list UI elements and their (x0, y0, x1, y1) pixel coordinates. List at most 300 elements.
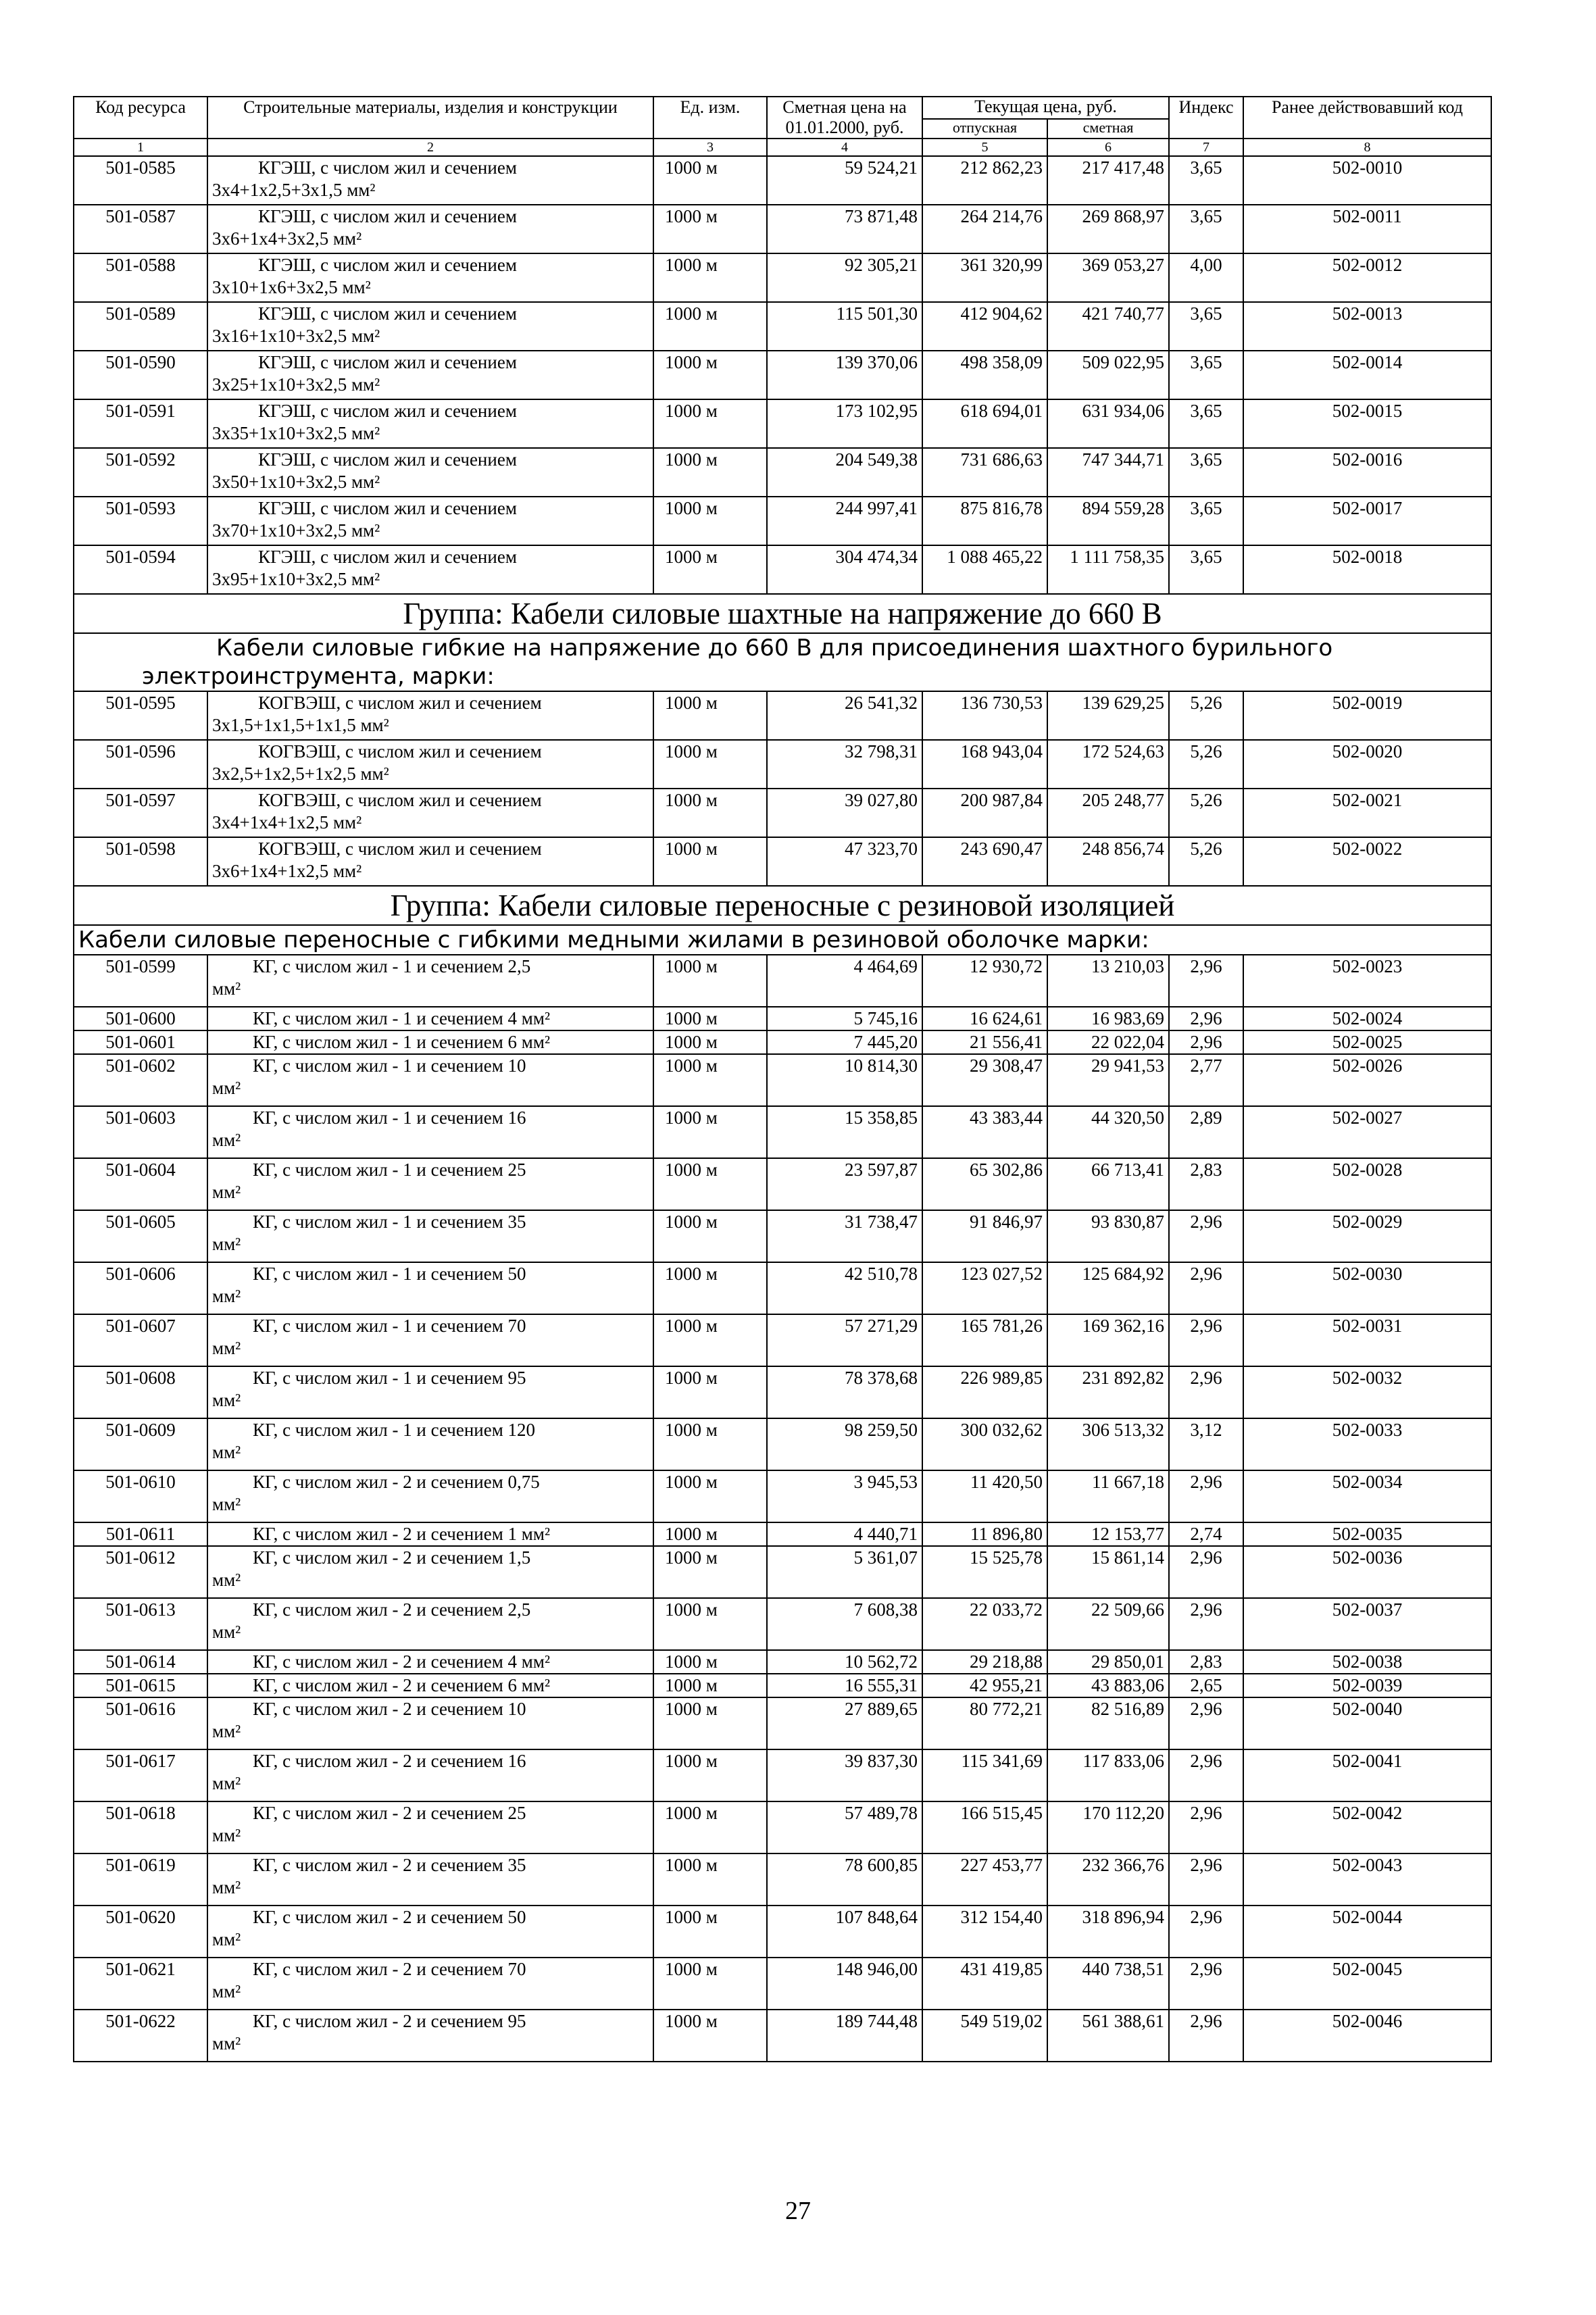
table-row (74, 156, 1491, 205)
subtitle-line: Кабели силовые переносные с гибкими медными жилами в резиновой оболочке марки: (78, 926, 1149, 953)
estimate-price: 82 516,89 (1047, 1697, 1169, 1749)
group-title-row (74, 886, 1491, 925)
unit: 1000 м (653, 448, 767, 497)
unit: 1000 м (653, 1546, 767, 1598)
table-row (74, 302, 1491, 351)
material-name-line: КОГВЭШ, с числом жил и сечением (258, 839, 542, 859)
material-name-line: КГЭШ, с числом жил и сечением (258, 498, 517, 518)
resource-code: 501-0616 (74, 1697, 207, 1749)
material-name (207, 691, 653, 740)
estimate-price: 1 111 758,35 (1047, 545, 1169, 594)
resource-code: 501-0614 (74, 1650, 207, 1674)
material-name-line: КГ, с числом жил - 1 и сечением 16 (253, 1107, 526, 1128)
release-price: 11 896,80 (922, 1522, 1047, 1546)
material-name (207, 789, 653, 837)
material-name (207, 1650, 653, 1674)
material-name-line: КГ, с числом жил - 2 и сечением 16 (253, 1751, 526, 1771)
unit: 1000 м (653, 351, 767, 399)
price-2000: 204 549,38 (767, 448, 922, 497)
price-index: 3,65 (1169, 399, 1243, 448)
estimate-price: 93 830,87 (1047, 1210, 1169, 1262)
table-row (74, 2010, 1491, 2062)
material-section-line: мм² (212, 1182, 241, 1202)
price-index: 2,96 (1169, 1546, 1243, 1598)
release-price: 498 358,09 (922, 351, 1047, 399)
material-section-line: 3х95+1х10+3х2,5 мм² (212, 569, 380, 589)
price-index: 2,89 (1169, 1106, 1243, 1158)
table-row (74, 1314, 1491, 1366)
price-index: 2,83 (1169, 1158, 1243, 1210)
estimate-price: 631 934,06 (1047, 399, 1169, 448)
release-price: 264 214,76 (922, 205, 1047, 253)
unit: 1000 м (653, 955, 767, 1007)
table-row (74, 1546, 1491, 1598)
unit: 1000 м (653, 1106, 767, 1158)
table-row (74, 1674, 1491, 1697)
resource-code: 501-0590 (74, 351, 207, 399)
unit: 1000 м (653, 1522, 767, 1546)
resource-code: 501-0587 (74, 205, 207, 253)
previous-code: 502-0046 (1243, 2010, 1491, 2062)
page-number: 27 (785, 2197, 811, 2225)
price-2000: 23 597,87 (767, 1158, 922, 1210)
table-row (74, 837, 1491, 886)
table-row (74, 1906, 1491, 1958)
unit: 1000 м (653, 1314, 767, 1366)
table-row (74, 1210, 1491, 1262)
price-2000: 47 323,70 (767, 837, 922, 886)
material-name-line: КГ, с числом жил - 1 и сечением 4 мм² (253, 1008, 551, 1028)
price-2000: 15 358,85 (767, 1106, 922, 1158)
unit: 1000 м (653, 1158, 767, 1210)
price-2000: 39 027,80 (767, 789, 922, 837)
price-index: 3,65 (1169, 545, 1243, 594)
table-row (74, 1749, 1491, 1801)
material-name-line: КОГВЭШ, с числом жил и сечением (258, 741, 542, 762)
resource-code: 501-0610 (74, 1470, 207, 1522)
price-2000: 78 378,68 (767, 1366, 922, 1418)
material-name-line: КГЭШ, с числом жил и сечением (258, 206, 517, 226)
group-title: Группа: Кабели силовые шахтные на напряжение до 660 В (74, 594, 1491, 633)
price-2000: 32 798,31 (767, 740, 922, 789)
unit: 1000 м (653, 1210, 767, 1262)
price-index: 2,96 (1169, 1007, 1243, 1030)
material-name-line: КГ, с числом жил - 2 и сечением 25 (253, 1803, 526, 1823)
unit: 1000 м (653, 1749, 767, 1801)
resource-code: 501-0621 (74, 1958, 207, 2010)
material-name-line: КГ, с числом жил - 2 и сечением 4 мм² (253, 1651, 551, 1672)
previous-code: 502-0033 (1243, 1418, 1491, 1470)
material-name (207, 302, 653, 351)
price-index: 3,65 (1169, 497, 1243, 545)
material-name-line: КГ, с числом жил - 1 и сечением 35 (253, 1212, 526, 1232)
price-2000: 31 738,47 (767, 1210, 922, 1262)
material-name (207, 1210, 653, 1262)
price-2000: 148 946,00 (767, 1958, 922, 2010)
price-2000: 26 541,32 (767, 691, 922, 740)
material-section-line: мм² (212, 1442, 241, 1462)
unit: 1000 м (653, 545, 767, 594)
material-name (207, 1598, 653, 1650)
previous-code: 502-0045 (1243, 1958, 1491, 2010)
release-price: 200 987,84 (922, 789, 1047, 837)
unit: 1000 м (653, 2010, 767, 2062)
unit: 1000 м (653, 1262, 767, 1314)
estimate-price: 15 861,14 (1047, 1546, 1169, 1598)
material-name (207, 351, 653, 399)
resource-code: 501-0601 (74, 1030, 207, 1054)
estimate-price: 11 667,18 (1047, 1470, 1169, 1522)
resource-code: 501-0591 (74, 399, 207, 448)
material-name-line: КГ, с числом жил - 1 и сечением 2,5 (253, 956, 531, 976)
estimate-price: 318 896,94 (1047, 1906, 1169, 1958)
release-price: 166 515,45 (922, 1801, 1047, 1853)
material-name-line: КГ, с числом жил - 2 и сечением 6 мм² (253, 1675, 551, 1695)
price-2000: 39 837,30 (767, 1749, 922, 1801)
price-index: 2,96 (1169, 1030, 1243, 1054)
material-name-line: КГ, с числом жил - 1 и сечением 6 мм² (253, 1032, 551, 1052)
unit: 1000 м (653, 837, 767, 886)
column-number: 4 (767, 139, 922, 156)
previous-code: 502-0026 (1243, 1054, 1491, 1106)
price-index: 2,96 (1169, 1598, 1243, 1650)
material-name-line: КГ, с числом жил - 2 и сечением 35 (253, 1855, 526, 1875)
material-name (207, 837, 653, 886)
price-index: 2,96 (1169, 1958, 1243, 2010)
table-row (74, 1853, 1491, 1906)
table-row (74, 1598, 1491, 1650)
release-price: 243 690,47 (922, 837, 1047, 886)
header-unit: Ед. изм. (653, 97, 767, 139)
price-2000: 59 524,21 (767, 156, 922, 205)
price-index: 5,26 (1169, 691, 1243, 740)
material-name (207, 205, 653, 253)
release-price: 15 525,78 (922, 1546, 1047, 1598)
resource-code: 501-0599 (74, 955, 207, 1007)
material-name (207, 1366, 653, 1418)
resource-code: 501-0605 (74, 1210, 207, 1262)
table-row (74, 1522, 1491, 1546)
material-section-line: 3х50+1х10+3х2,5 мм² (212, 472, 380, 492)
price-2000: 4 440,71 (767, 1522, 922, 1546)
previous-code: 502-0036 (1243, 1546, 1491, 1598)
material-section-line: 3х16+1х10+3х2,5 мм² (212, 326, 380, 346)
release-price: 65 302,86 (922, 1158, 1047, 1210)
release-price: 875 816,78 (922, 497, 1047, 545)
resource-code: 501-0588 (74, 253, 207, 302)
release-price: 1 088 465,22 (922, 545, 1047, 594)
price-2000: 10 814,30 (767, 1054, 922, 1106)
previous-code: 502-0023 (1243, 955, 1491, 1007)
price-index: 3,65 (1169, 156, 1243, 205)
previous-code: 502-0021 (1243, 789, 1491, 837)
material-section-line: мм² (212, 1286, 241, 1306)
resource-code: 501-0595 (74, 691, 207, 740)
previous-code: 502-0024 (1243, 1007, 1491, 1030)
price-2000: 5 361,07 (767, 1546, 922, 1598)
material-section-line: 3х2,5+1х2,5+1х2,5 мм² (212, 764, 389, 784)
material-name (207, 448, 653, 497)
material-name-line: КГ, с числом жил - 2 и сечением 95 (253, 2011, 526, 2031)
estimate-price: 12 153,77 (1047, 1522, 1169, 1546)
unit: 1000 м (653, 497, 767, 545)
material-section-line: мм² (212, 1570, 241, 1590)
material-section-line: мм² (212, 1929, 241, 1949)
estimate-price: 16 983,69 (1047, 1007, 1169, 1030)
price-2000: 107 848,64 (767, 1906, 922, 1958)
unit: 1000 м (653, 1366, 767, 1418)
price-2000: 139 370,06 (767, 351, 922, 399)
table-row (74, 497, 1491, 545)
material-name-line: КГ, с числом жил - 1 и сечением 50 (253, 1264, 526, 1284)
price-2000: 57 271,29 (767, 1314, 922, 1366)
unit: 1000 м (653, 399, 767, 448)
release-price: 11 420,50 (922, 1470, 1047, 1522)
material-name-line: КГЭШ, с числом жил и сечением (258, 303, 517, 324)
previous-code: 502-0038 (1243, 1650, 1491, 1674)
estimate-price: 306 513,32 (1047, 1418, 1169, 1470)
table-row (74, 448, 1491, 497)
header-row (74, 97, 1491, 119)
release-price: 312 154,40 (922, 1906, 1047, 1958)
release-price: 731 686,63 (922, 448, 1047, 497)
unit: 1000 м (653, 1906, 767, 1958)
price-2000: 10 562,72 (767, 1650, 922, 1674)
release-price: 431 419,85 (922, 1958, 1047, 2010)
price-2000: 73 871,48 (767, 205, 922, 253)
previous-code: 502-0030 (1243, 1262, 1491, 1314)
price-index: 3,65 (1169, 205, 1243, 253)
previous-code: 502-0019 (1243, 691, 1491, 740)
price-index: 2,96 (1169, 1366, 1243, 1418)
previous-code: 502-0013 (1243, 302, 1491, 351)
estimate-price: 125 684,92 (1047, 1262, 1169, 1314)
release-price: 300 032,62 (922, 1418, 1047, 1470)
price-2000: 57 489,78 (767, 1801, 922, 1853)
resource-code: 501-0604 (74, 1158, 207, 1210)
table-row (74, 1158, 1491, 1210)
price-2000: 42 510,78 (767, 1262, 922, 1314)
material-name (207, 1546, 653, 1598)
material-section-line: мм² (212, 1390, 241, 1410)
previous-code: 502-0022 (1243, 837, 1491, 886)
material-name (207, 1674, 653, 1697)
header-index: Индекс (1169, 97, 1243, 139)
material-name-line: КОГВЭШ, с числом жил и сечением (258, 693, 542, 713)
table-row (74, 691, 1491, 740)
price-index: 5,26 (1169, 789, 1243, 837)
price-2000: 244 997,41 (767, 497, 922, 545)
previous-code: 502-0027 (1243, 1106, 1491, 1158)
price-index: 3,65 (1169, 351, 1243, 399)
resource-code: 501-0617 (74, 1749, 207, 1801)
estimate-price: 561 388,61 (1047, 2010, 1169, 2062)
price-index: 2,74 (1169, 1522, 1243, 1546)
price-2000: 304 474,34 (767, 545, 922, 594)
resource-code: 501-0622 (74, 2010, 207, 2062)
price-index: 5,26 (1169, 740, 1243, 789)
header-code: Код ресурса (74, 97, 207, 139)
price-table (73, 96, 1492, 2062)
material-section-line: мм² (212, 1078, 241, 1098)
unit: 1000 м (653, 1007, 767, 1030)
material-section-line: мм² (212, 1494, 241, 1514)
resource-code: 501-0602 (74, 1054, 207, 1106)
resource-code: 501-0608 (74, 1366, 207, 1418)
unit: 1000 м (653, 789, 767, 837)
material-name-line: КОГВЭШ, с числом жил и сечением (258, 790, 542, 810)
previous-code: 502-0015 (1243, 399, 1491, 448)
resource-code: 501-0592 (74, 448, 207, 497)
estimate-price: 44 320,50 (1047, 1106, 1169, 1158)
price-2000: 92 305,21 (767, 253, 922, 302)
release-price: 618 694,01 (922, 399, 1047, 448)
group-title-row (74, 594, 1491, 633)
material-name-line: КГ, с числом жил - 2 и сечением 70 (253, 1959, 526, 1979)
price-index: 2,96 (1169, 1697, 1243, 1749)
material-section-line: мм² (212, 1877, 241, 1897)
estimate-price: 231 892,82 (1047, 1366, 1169, 1418)
release-price: 21 556,41 (922, 1030, 1047, 1054)
price-2000: 98 259,50 (767, 1418, 922, 1470)
price-2000: 16 555,31 (767, 1674, 922, 1697)
table-row (74, 1650, 1491, 1674)
column-number: 6 (1047, 139, 1169, 156)
material-name (207, 2010, 653, 2062)
resource-code: 501-0615 (74, 1674, 207, 1697)
subtitle-row (74, 925, 1491, 955)
release-price: 412 904,62 (922, 302, 1047, 351)
price-index: 2,77 (1169, 1054, 1243, 1106)
table-row (74, 1106, 1491, 1158)
release-price: 12 930,72 (922, 955, 1047, 1007)
price-2000: 7 608,38 (767, 1598, 922, 1650)
release-price: 361 320,99 (922, 253, 1047, 302)
material-name (207, 740, 653, 789)
table-row (74, 740, 1491, 789)
table-row (74, 1418, 1491, 1470)
release-price: 22 033,72 (922, 1598, 1047, 1650)
price-index: 5,26 (1169, 837, 1243, 886)
estimate-price: 43 883,06 (1047, 1674, 1169, 1697)
resource-code: 501-0585 (74, 156, 207, 205)
material-section-line: мм² (212, 1622, 241, 1642)
material-section-line: 3х35+1х10+3х2,5 мм² (212, 423, 380, 443)
estimate-price: 29 850,01 (1047, 1650, 1169, 1674)
price-index: 2,96 (1169, 1314, 1243, 1366)
table-row (74, 1697, 1491, 1749)
resource-code: 501-0593 (74, 497, 207, 545)
previous-code: 502-0037 (1243, 1598, 1491, 1650)
material-name-line: КГ, с числом жил - 2 и сечением 0,75 (253, 1472, 540, 1492)
resource-code: 501-0618 (74, 1801, 207, 1853)
header-current-price: Текущая цена, руб. (922, 97, 1169, 119)
material-name-line: КГ, с числом жил - 1 и сечением 10 (253, 1055, 526, 1076)
previous-code: 502-0044 (1243, 1906, 1491, 1958)
column-number-row (74, 139, 1491, 156)
table-row (74, 351, 1491, 399)
material-name-line: КГЭШ, с числом жил и сечением (258, 255, 517, 275)
resource-code: 501-0589 (74, 302, 207, 351)
material-name-line: КГ, с числом жил - 1 и сечением 25 (253, 1160, 526, 1180)
resource-code: 501-0609 (74, 1418, 207, 1470)
unit: 1000 м (653, 1674, 767, 1697)
material-name-line: КГ, с числом жил - 2 и сечением 50 (253, 1907, 526, 1927)
resource-code: 501-0611 (74, 1522, 207, 1546)
price-index: 2,96 (1169, 1801, 1243, 1853)
material-name (207, 545, 653, 594)
previous-code: 502-0016 (1243, 448, 1491, 497)
material-section-line: мм² (212, 2033, 241, 2053)
header-estimate-price: Сметная цена на 01.01.2000, руб. (767, 97, 922, 139)
material-name (207, 1749, 653, 1801)
estimate-price: 248 856,74 (1047, 837, 1169, 886)
unit: 1000 м (653, 1853, 767, 1906)
header-release: отпускная (922, 119, 1047, 139)
unit: 1000 м (653, 1697, 767, 1749)
previous-code: 502-0025 (1243, 1030, 1491, 1054)
estimate-price: 894 559,28 (1047, 497, 1169, 545)
resource-code: 501-0607 (74, 1314, 207, 1366)
material-name (207, 1030, 653, 1054)
estimate-price: 172 524,63 (1047, 740, 1169, 789)
previous-code: 502-0020 (1243, 740, 1491, 789)
material-name-line: КГЭШ, с числом жил и сечением (258, 352, 517, 372)
resource-code: 501-0600 (74, 1007, 207, 1030)
material-name (207, 1007, 653, 1030)
previous-code: 502-0042 (1243, 1801, 1491, 1853)
price-index: 2,96 (1169, 2010, 1243, 2062)
material-name-line: КГЭШ, с числом жил и сечением (258, 449, 517, 470)
resource-code: 501-0596 (74, 740, 207, 789)
unit: 1000 м (653, 205, 767, 253)
material-section-line: 3х10+1х6+3х2,5 мм² (212, 277, 371, 297)
estimate-price: 139 629,25 (1047, 691, 1169, 740)
material-name (207, 1470, 653, 1522)
price-2000: 115 501,30 (767, 302, 922, 351)
unit: 1000 м (653, 1418, 767, 1470)
material-section-line: мм² (212, 1234, 241, 1254)
unit: 1000 м (653, 1958, 767, 2010)
table-row (74, 1366, 1491, 1418)
estimate-price: 509 022,95 (1047, 351, 1169, 399)
material-name (207, 497, 653, 545)
resource-code: 501-0612 (74, 1546, 207, 1598)
material-name (207, 1958, 653, 2010)
previous-code: 502-0034 (1243, 1470, 1491, 1522)
resource-code: 501-0620 (74, 1906, 207, 1958)
table-body (74, 156, 1491, 2062)
price-2000: 189 744,48 (767, 2010, 922, 2062)
estimate-price: 29 941,53 (1047, 1054, 1169, 1106)
material-name (207, 1906, 653, 1958)
resource-code: 501-0598 (74, 837, 207, 886)
group-title: Группа: Кабели силовые переносные с резиновой изоляцией (74, 886, 1491, 925)
price-index: 2,83 (1169, 1650, 1243, 1674)
previous-code: 502-0040 (1243, 1697, 1491, 1749)
unit: 1000 м (653, 1801, 767, 1853)
price-index: 2,96 (1169, 1210, 1243, 1262)
estimate-price: 22 509,66 (1047, 1598, 1169, 1650)
resource-code: 501-0594 (74, 545, 207, 594)
table-row (74, 1801, 1491, 1853)
resource-code: 501-0603 (74, 1106, 207, 1158)
material-section-line: 3х4+1х4+1х2,5 мм² (212, 812, 362, 832)
subgroup-subtitle (74, 633, 1491, 691)
release-price: 42 955,21 (922, 1674, 1047, 1697)
price-index: 2,96 (1169, 955, 1243, 1007)
estimate-price: 170 112,20 (1047, 1801, 1169, 1853)
